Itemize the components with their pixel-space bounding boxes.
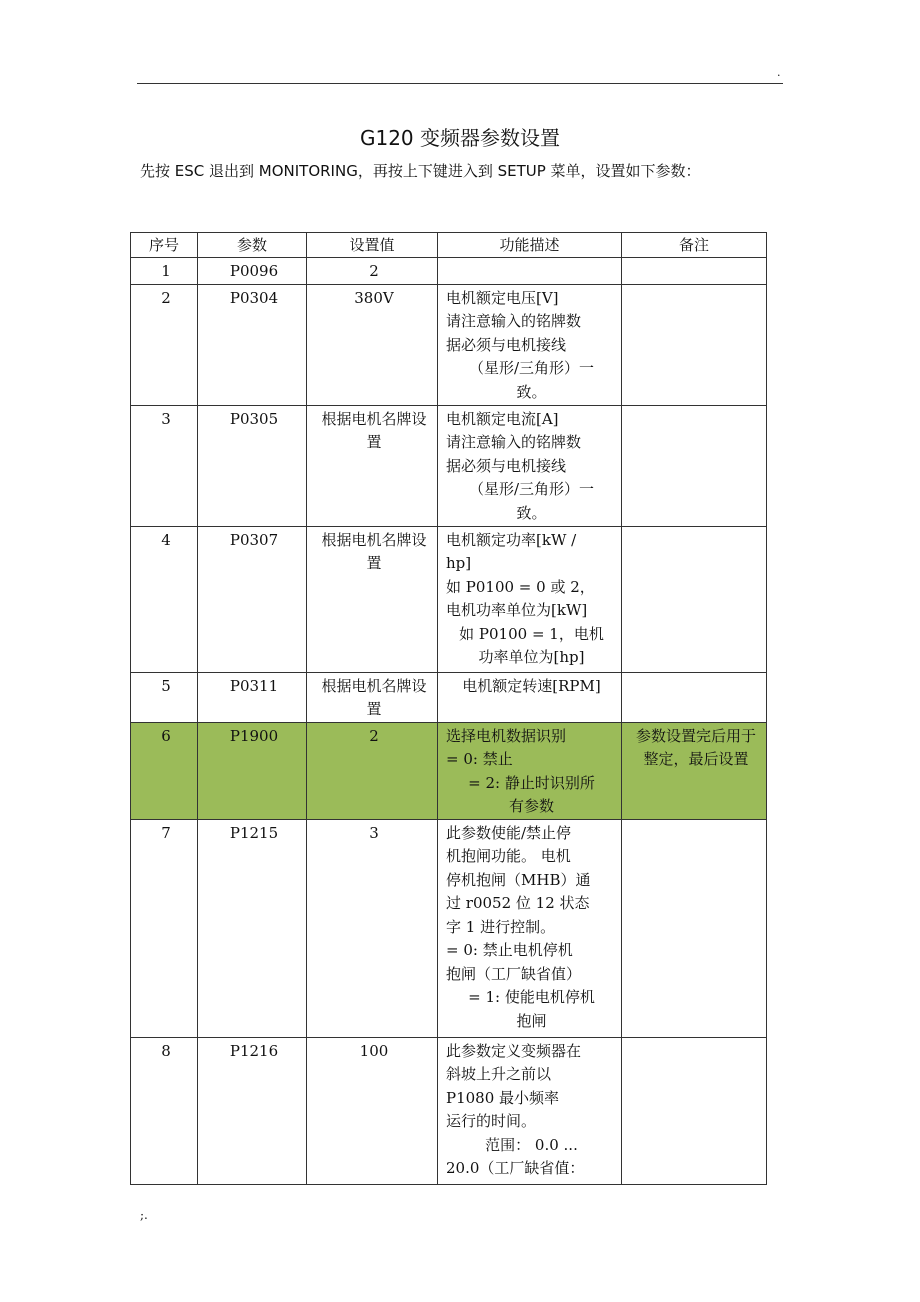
description-cell [438, 284, 622, 405]
description-cell [438, 258, 622, 285]
row-number-cell: 3 [131, 405, 198, 526]
row-number-cell: 5 [131, 672, 198, 722]
row-number-cell: 1 [131, 258, 198, 285]
note-cell [622, 405, 767, 526]
description-line: 有参数 [508, 797, 554, 815]
description-line: 电机额定电流[A] [446, 409, 559, 428]
page-title: G120 变频器参数设置 [359, 126, 561, 150]
row-number-cell: 2 [131, 284, 198, 405]
description-cell [438, 1037, 622, 1184]
header-cell-desc: 功能描述 [438, 233, 622, 258]
footer-mark: ;. [140, 1208, 148, 1222]
header-cell-value: 设置值 [307, 233, 438, 258]
description-line: 此参数使能/禁止停 [446, 823, 572, 842]
setting-value-cell: 根据电机名牌设置 [307, 672, 438, 722]
description-line: 20.0（工厂缺省值： [446, 1159, 585, 1177]
header-dot: . [777, 66, 781, 79]
note-cell [622, 819, 767, 1037]
setting-value-cell: 100 [307, 1037, 438, 1184]
table-row [131, 405, 767, 526]
description-line: 选择电机数据识别 [446, 726, 567, 745]
description-line: 范围： 0.0 ... [485, 1135, 578, 1154]
param-code-cell: P0311 [198, 672, 307, 722]
table-row [131, 1037, 767, 1184]
table-body [131, 258, 767, 1185]
note-cell [622, 672, 767, 722]
description-cell [438, 819, 622, 1037]
description-cell [438, 722, 622, 819]
description-line: hp] [446, 554, 472, 572]
description-line: 机抱闸功能。 电机 [446, 847, 571, 865]
table-row [131, 722, 767, 819]
description-line: 抱闸（工厂缺省值） [446, 964, 582, 983]
description-line: 如 P0100 = 1，电机 [459, 624, 604, 643]
parameter-table [130, 232, 767, 1185]
setting-value-cell: 2 [307, 722, 438, 819]
table-header-row [131, 233, 767, 258]
description-line: 电机额定转速[RPM] [462, 676, 601, 695]
description-line: 电机额定功率[kW / [446, 530, 577, 549]
description-line: 电机功率单位为[kW] [446, 601, 588, 619]
param-code-cell: P1216 [198, 1037, 307, 1184]
description-line: 请注意输入的铭牌数 [446, 433, 582, 451]
row-number-cell: 8 [131, 1037, 198, 1184]
description-line: 过 r0052 位 12 状态 [446, 894, 590, 912]
row-number-cell: 6 [131, 722, 198, 819]
description-line: = 0: 禁止 [446, 750, 513, 768]
header-rule [137, 83, 783, 84]
table-row [131, 284, 767, 405]
description-line: 字 1 进行控制。 [446, 917, 556, 936]
setting-value-cell: 根据电机名牌设置 [307, 526, 438, 672]
description-line: 电机额定电压[V] [446, 288, 559, 307]
row-number-cell: 4 [131, 526, 198, 672]
note-cell [622, 284, 767, 405]
description-line: P1080 最小频率 [446, 1088, 560, 1107]
param-code-cell: P0305 [198, 405, 307, 526]
description-line: （星形/三角形）一 [468, 480, 595, 498]
table-row [131, 672, 767, 722]
setting-value-cell: 根据电机名牌设置 [307, 405, 438, 526]
setting-value-cell: 2 [307, 258, 438, 285]
description-line: 致。 [516, 382, 547, 401]
description-line: = 2: 静止时识别所 [468, 773, 595, 792]
table-row [131, 526, 767, 672]
note-cell [622, 258, 767, 285]
description-line: （星形/三角形）一 [468, 359, 595, 377]
description-cell [438, 526, 622, 672]
param-code-cell: P0307 [198, 526, 307, 672]
header-cell-no: 序号 [131, 233, 198, 258]
param-code-cell: P1900 [198, 722, 307, 819]
description-line: 运行的时间。 [446, 1112, 537, 1130]
description-line: 如 P0100 = 0 或 2， [446, 577, 595, 596]
param-code-cell: P0304 [198, 284, 307, 405]
header-cell-note: 备注 [622, 233, 767, 258]
description-line: 功率单位为[hp] [478, 648, 585, 666]
description-line: 致。 [516, 503, 547, 522]
note-cell: 参数设置完后用于整定，最后设置 [622, 722, 767, 819]
row-number-cell: 7 [131, 819, 198, 1037]
setting-value-cell: 380V [307, 284, 438, 405]
description-cell [438, 405, 622, 526]
description-line: = 0: 禁止电机停机 [446, 941, 573, 959]
param-code-cell: P0096 [198, 258, 307, 285]
note-cell [622, 526, 767, 672]
header-cell-param: 参数 [198, 233, 307, 258]
note-cell [622, 1037, 767, 1184]
description-line: 此参数定义变频器在 [446, 1041, 582, 1060]
description-line: 抱闸 [516, 1011, 547, 1030]
description-line: = 1: 使能电机停机 [468, 988, 595, 1006]
description-line: 据必须与电机接线 [446, 335, 567, 354]
table-row [131, 258, 767, 285]
description-line: 请注意输入的铭牌数 [446, 312, 582, 330]
table-row [131, 819, 767, 1037]
description-line: 斜坡上升之前以 [446, 1065, 552, 1083]
setting-value-cell: 3 [307, 819, 438, 1037]
param-code-cell: P1215 [198, 819, 307, 1037]
description-cell [438, 672, 622, 722]
description-line: 据必须与电机接线 [446, 456, 567, 475]
intro-paragraph: 先按 ESC 退出到 MONITORING，再按上下键进入到 SETUP 菜单，设置如下参数： [140, 162, 701, 180]
description-line: 停机抱闸（MHB）通 [446, 870, 591, 889]
